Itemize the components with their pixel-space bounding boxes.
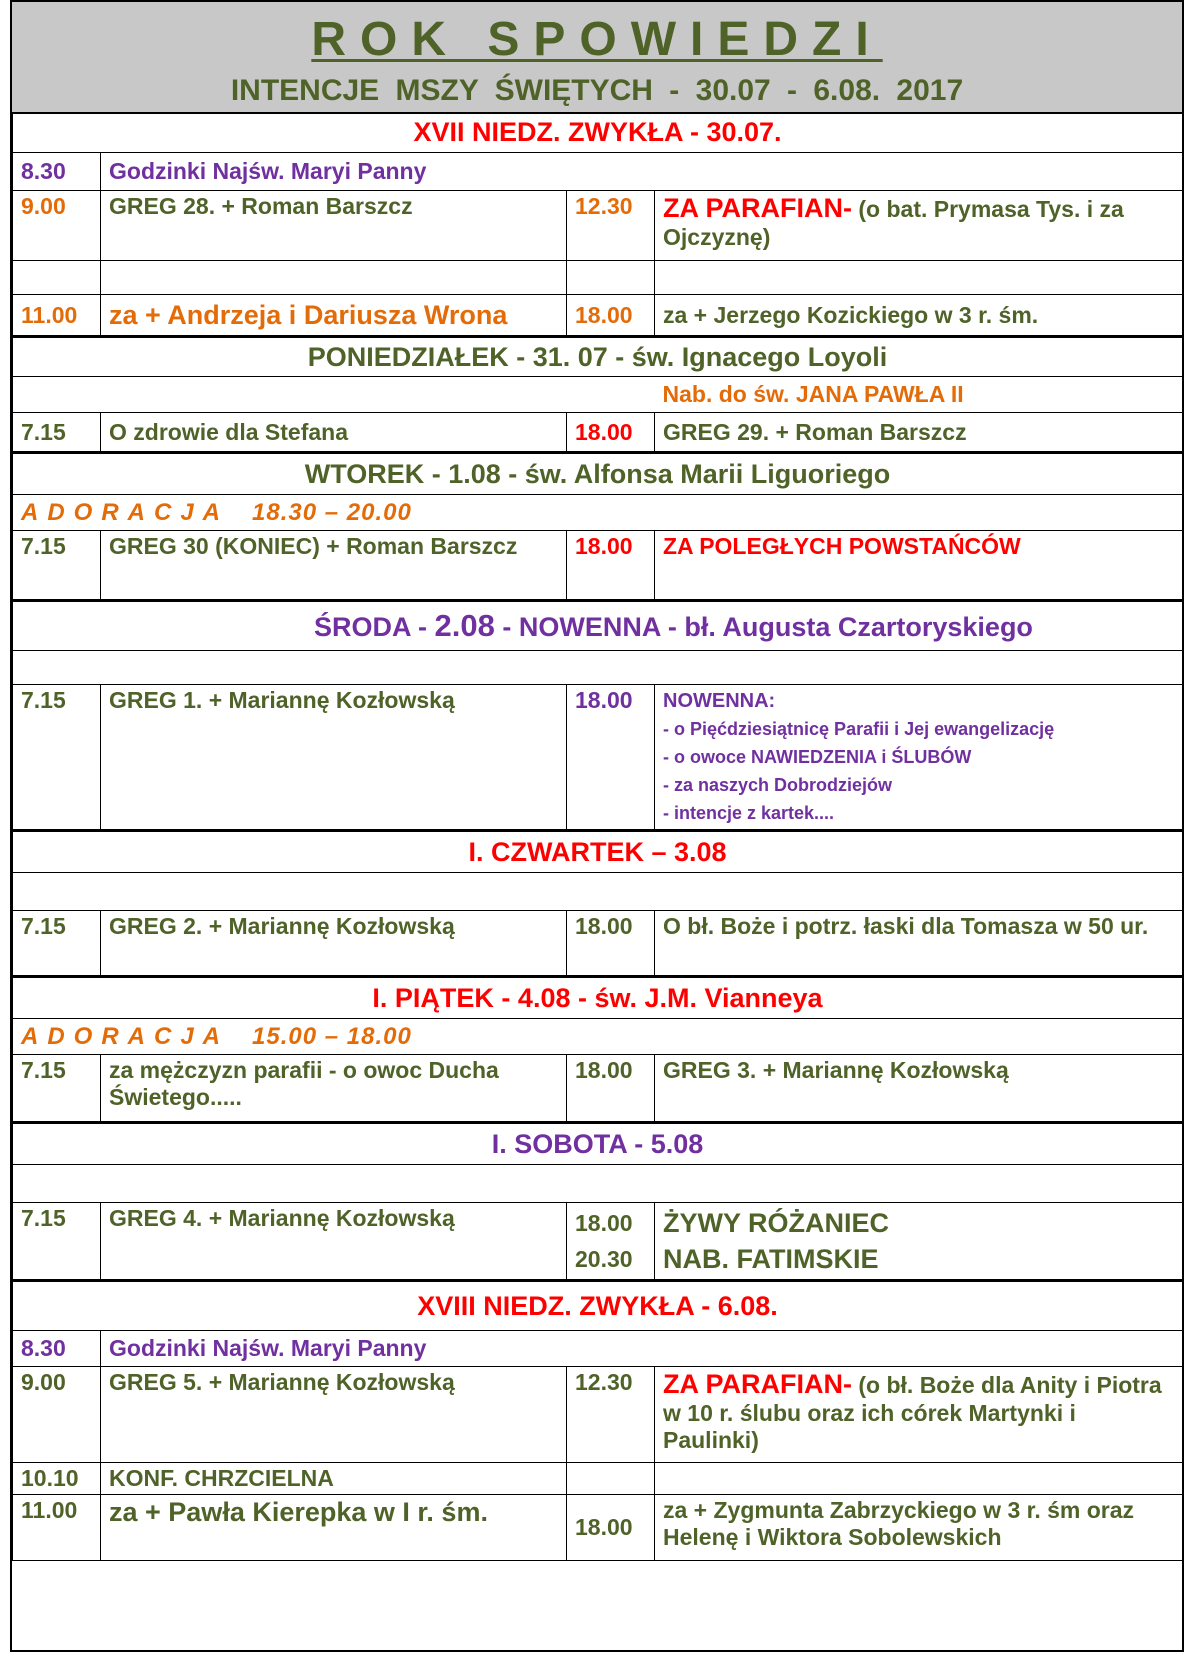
mass-time: 18.00 xyxy=(567,1055,655,1123)
day-title: WTOREK - 1.08 - św. Alfonsa Marii Liguoriego xyxy=(13,453,1183,495)
day-header-tuesday xyxy=(13,453,1183,495)
adoracja-row xyxy=(13,1019,1183,1055)
mass-time: 8.30 xyxy=(13,153,101,191)
mass-time: 18.00 xyxy=(567,1495,655,1561)
mass-row xyxy=(13,1367,1183,1463)
mass-intentions: ŻYWY RÓŻANIEC NAB. FATIMSKIE xyxy=(655,1203,1183,1281)
mass-times: 18.00 20.30 xyxy=(567,1203,655,1281)
day-title: I. CZWARTEK – 3.08 xyxy=(13,831,1183,873)
mass-row xyxy=(13,295,1183,337)
mass-row xyxy=(13,191,1183,261)
day-title: XVII NIEDZ. ZWYKŁA - 30.07. xyxy=(13,113,1183,153)
mass-time: 18.00 xyxy=(567,911,655,977)
day-header-saturday xyxy=(13,1123,1183,1165)
note-row xyxy=(13,377,1183,413)
mass-time: 7.15 xyxy=(13,413,101,453)
intention-lead: ZA PARAFIAN- xyxy=(663,193,852,223)
mass-time: 12.30 xyxy=(567,1367,655,1463)
mass-intention xyxy=(655,1367,1183,1463)
mass-time: 7.15 xyxy=(13,1055,101,1123)
mass-intention: za + Pawła Kierepka w I r. śm. xyxy=(101,1495,567,1561)
empty-row xyxy=(13,261,1183,295)
nowenna-item: - intencje z kartek.... xyxy=(663,803,835,823)
mass-intentions-table xyxy=(12,112,1183,1561)
mass-intention: za mężczyzn parafii - o owoc Ducha Świetego..... xyxy=(101,1055,567,1123)
nowenna-intentions xyxy=(655,685,1183,831)
mass-intention: O zdrowie dla Stefana xyxy=(101,413,567,453)
day-header-friday xyxy=(13,977,1183,1019)
mass-intention: GREG 30 (KONIEC) + Roman Barszcz xyxy=(101,531,567,601)
empty-row xyxy=(13,651,1183,685)
godzinki-text: Godzinki Najśw. Maryi Panny xyxy=(101,1331,1183,1367)
adoracja-note: ADORACJA 18.30 – 20.00 xyxy=(13,495,1183,531)
mass-time: 18.00 xyxy=(567,413,655,453)
day-title: ŚRODA - 2.08 - NOWENNA - bł. Augusta Czartoryskiego xyxy=(13,601,1183,651)
mass-time: 10.10 xyxy=(13,1463,101,1495)
mass-row xyxy=(13,1203,1183,1281)
mass-time: 11.00 xyxy=(13,295,101,337)
nowenna-item: - za naszych Dobrodziejów xyxy=(663,775,893,795)
mass-time: 12.30 xyxy=(567,191,655,261)
adoracja-note: ADORACJA 15.00 – 18.00 xyxy=(13,1019,1183,1055)
mass-time: 7.15 xyxy=(13,1203,101,1281)
mass-intention: GREG 28. + Roman Barszcz xyxy=(101,191,567,261)
day-title: PONIEDZIAŁEK - 31. 07 - św. Ignacego Loyoli xyxy=(13,337,1183,377)
day-header-sunday-0608 xyxy=(13,1281,1183,1331)
schedule-sheet xyxy=(10,0,1184,1652)
mass-intention: ZA POLEGŁYCH POWSTAŃCÓW xyxy=(655,531,1183,601)
mass-time: 7.15 xyxy=(13,685,101,831)
nowenna-heading: NOWENNA: xyxy=(663,690,776,712)
nowenna-item: - o Pięćdziesiątnicę Parafii i Jej ewangelizację xyxy=(663,719,1055,739)
mass-intention: KONF. CHRZCIELNA xyxy=(101,1463,567,1495)
nowenna-item: - o owoce NAWIEDZENIA i ŚLUBÓW xyxy=(663,747,972,767)
mass-intention: za + Jerzego Kozickiego w 3 r. śm. xyxy=(655,295,1183,337)
day-header-wednesday xyxy=(13,601,1183,651)
mass-intention: GREG 2. + Mariannę Kozłowską xyxy=(101,911,567,977)
mass-intention: za + Andrzeja i Dariusza Wrona xyxy=(101,295,567,337)
mass-time: 18.00 xyxy=(567,685,655,831)
day-title: I. PIĄTEK - 4.08 - św. J.M. Vianneya xyxy=(13,977,1183,1019)
mass-row xyxy=(13,1055,1183,1123)
mass-row xyxy=(13,911,1183,977)
intention-rest: (o bł. Boże dla Anity i Piotra w 10 r. ślubu oraz ich córek Martynki i Paulinki) xyxy=(663,1372,1162,1453)
godzinki-row xyxy=(13,153,1183,191)
mass-row xyxy=(13,531,1183,601)
mass-row xyxy=(13,685,1183,831)
day-title: I. SOBOTA - 5.08 xyxy=(13,1123,1183,1165)
day-title: XVIII NIEDZ. ZWYKŁA - 6.08. xyxy=(13,1281,1183,1331)
mass-time: 18.00 xyxy=(567,295,655,337)
mass-intention: GREG 4. + Mariannę Kozłowską xyxy=(101,1203,567,1281)
intention-rest: (o bat. Prymasa Tys. i za Ojczyznę) xyxy=(663,196,1124,250)
devotion-note: Nab. do św. JANA PAWŁA II xyxy=(655,377,1183,413)
mass-row xyxy=(13,413,1183,453)
godzinki-text: Godzinki Najśw. Maryi Panny xyxy=(101,153,1183,191)
mass-intention: GREG 5. + Mariannę Kozłowską xyxy=(101,1367,567,1463)
day-header-sunday-3007 xyxy=(13,113,1183,153)
mass-time: 18.00 xyxy=(567,531,655,601)
mass-row xyxy=(13,1495,1183,1561)
empty-row xyxy=(13,1165,1183,1203)
mass-intention: GREG 3. + Mariannę Kozłowską xyxy=(655,1055,1183,1123)
mass-time: 11.00 xyxy=(13,1495,101,1561)
mass-intention xyxy=(655,191,1183,261)
mass-time: 9.00 xyxy=(13,191,101,261)
mass-time: 7.15 xyxy=(13,911,101,977)
day-header-thursday xyxy=(13,831,1183,873)
intention-lead: ZA PARAFIAN- xyxy=(663,1369,852,1399)
page-subtitle: INTENCJE MSZY ŚWIĘTYCH - 30.07 - 6.08. 2017 xyxy=(230,74,964,107)
mass-time: 9.00 xyxy=(13,1367,101,1463)
header-banner xyxy=(12,2,1182,114)
mass-intention: GREG 1. + Mariannę Kozłowską xyxy=(101,685,567,831)
mass-time: 8.30 xyxy=(13,1331,101,1367)
empty-row xyxy=(13,873,1183,911)
adoracja-row xyxy=(13,495,1183,531)
page-title: ROK SPOWIEDZI xyxy=(311,13,883,66)
day-header-monday xyxy=(13,337,1183,377)
godzinki-row xyxy=(13,1331,1183,1367)
mass-time: 7.15 xyxy=(13,531,101,601)
mass-intention: za + Zygmunta Zabrzyckiego w 3 r. śm oraz Helenę i Wiktora Sobolewskich xyxy=(655,1495,1183,1561)
mass-row xyxy=(13,1463,1183,1495)
mass-intention: GREG 29. + Roman Barszcz xyxy=(655,413,1183,453)
mass-intention: O bł. Boże i potrz. łaski dla Tomasza w 50 ur. xyxy=(655,911,1183,977)
